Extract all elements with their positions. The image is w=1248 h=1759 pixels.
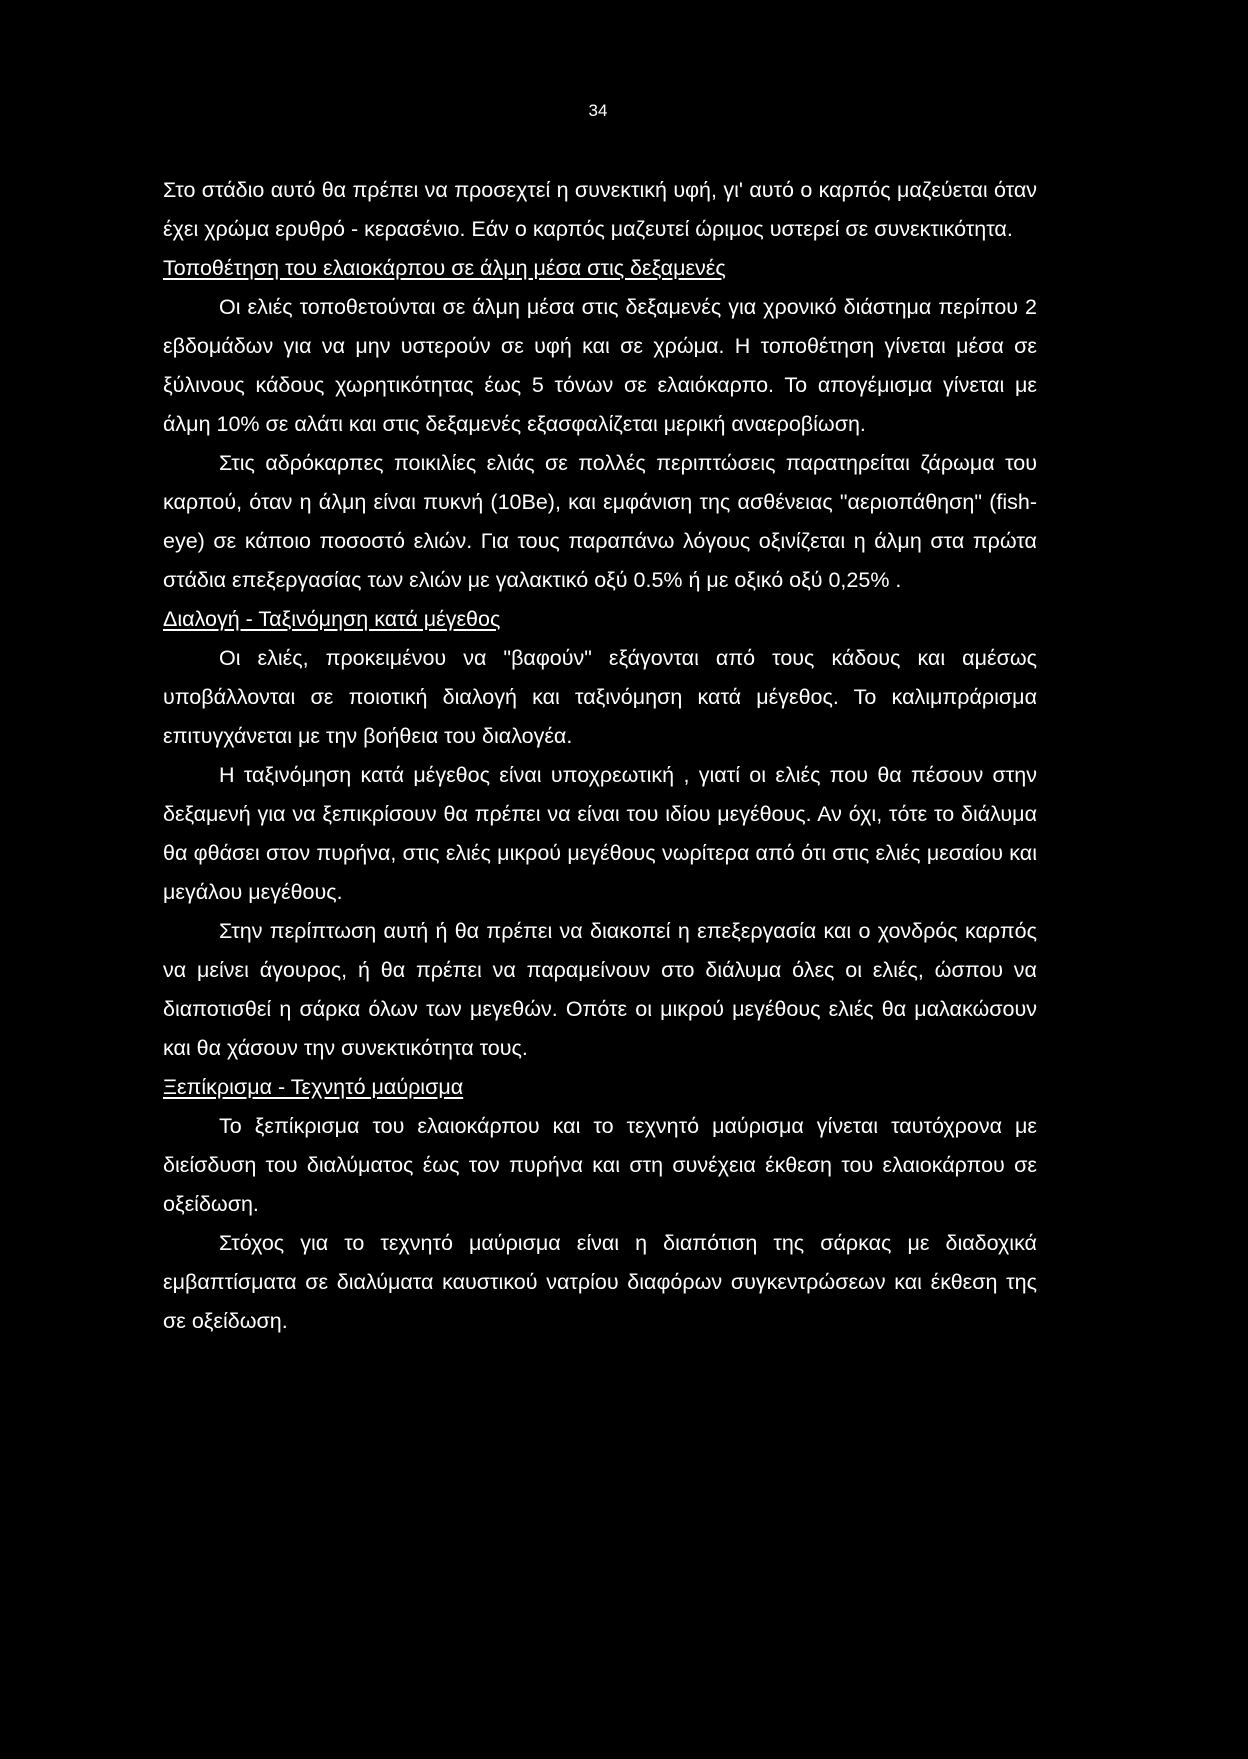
paragraph-acidification: Στις αδρόκαρπες ποικιλίες ελιάς σε πολλές περιπτώσεις παρατηρείται ζάρωμα του καρπού, όταν η άλμη είναι πυκνή (10Be), και εμφάνιση της ασθένειας "αεριοπάθηση" (fish-eye) σε κάποιο ποσοστό ελιών. Για τους παραπάνω λόγους οξινίζεται η άλμη στα πρώτα στάδια επεξεργασίας των ελιών με γαλακτικό οξύ 0.5% ή με οξικό οξύ 0,25% . <box>163 451 1037 592</box>
paragraph-sorting: Οι ελιές, προκειμένου να "βαφούν" εξάγονται από τους κάδους και αμέσως υποβάλλονται σε ποιοτική διαλογή και ταξινόμηση κατά μέγεθος. Το καλιμπράρισμα επιτυγχάνεται με την βοήθεια του διαλογέα. <box>163 646 1037 748</box>
paragraph-harvest: Στο στάδιο αυτό θα πρέπει να προσεχτεί η συνεκτική υφή, γι' αυτό ο καρπός μαζεύεται όταν έχει χρώμα ερυθρό - κερασένιο. Εάν ο καρπός μαζευτεί ώριμος υστερεί σε συνεκτικότητα. <box>163 178 1037 241</box>
paragraph-brine: Οι ελιές τοποθετούνται σε άλμη μέσα στις δεξαμενές για χρονικό διάστημα περίπου 2 εβδομάδων για να μην υστερούν σε υφή και σε χρώμα. Η τοποθέτηση γίνεται μέσα σε ξύλινους κάδους χωρητικότητας έως 5 τόνων σε ελαιόκαρπο. Το απογέμισμα γίνεται με άλμη 10% σε αλάτι και στις δεξαμενές εξασφαλίζεται μερική αναεροβίωση. <box>163 295 1037 436</box>
section-heading-brine: Τοποθέτηση του ελαιοκάρπου σε άλμη μέσα στις δεξαμενές <box>163 256 726 280</box>
paragraph-debittering: Το ξεπίκρισμα του ελαιοκάρπου και το τεχνητό μαύρισμα γίνεται ταυτόχρονα με διείσδυση του διαλύματος έως τον πυρήνα και στη συνέχεια έκθεση του ελαιοκάρπου σε οξείδωση. <box>163 1114 1037 1216</box>
document-body <box>163 171 1037 1341</box>
page-number: 34 <box>588 101 608 120</box>
paragraph-processing-case: Στην περίπτωση αυτή ή θα πρέπει να διακοπεί η επεξεργασία και ο χονδρός καρπός να μείνει άγουρος, ή θα πρέπει να παραμείνουν στο διάλυμα όλες οι ελιές, ώσπου να διαποτισθεί η σάρκα όλων των μεγεθών. Οπότε οι μικρού μεγέθους ελιές θα μαλακώσουν και θα χάσουν την συνεκτικότητα τους. <box>163 919 1037 1060</box>
section-heading-sorting: Διαλογή - Ταξινόμηση κατά μέγεθος <box>163 607 501 631</box>
paragraph-size-grading: Η ταξινόμηση κατά μέγεθος είναι υποχρεωτική , γιατί οι ελιές που θα πέσουν στην δεξαμενή για να ξεπικρίσουν θα πρέπει να είναι του ιδίου μεγέθους. Αν όχι, τότε το διάλυμα θα φθάσει στον πυρήνα, στις ελιές μικρού μεγέθους νωρίτερα από ότι στις ελιές μεσαίου και μεγάλου μεγέθους. <box>163 763 1037 904</box>
paragraph-darkening-goal: Στόχος για το τεχνητό μαύρισμα είναι η διαπότιση της σάρκας με διαδοχικά εμβαπτίσματα σε διαλύματα καυστικού νατρίου διαφόρων συγκεντρώσεων και έκθεση της σε οξείδωση. <box>163 1231 1037 1333</box>
section-heading-debittering: Ξεπίκρισμα - Τεχνητό μαύρισμα <box>163 1075 464 1099</box>
